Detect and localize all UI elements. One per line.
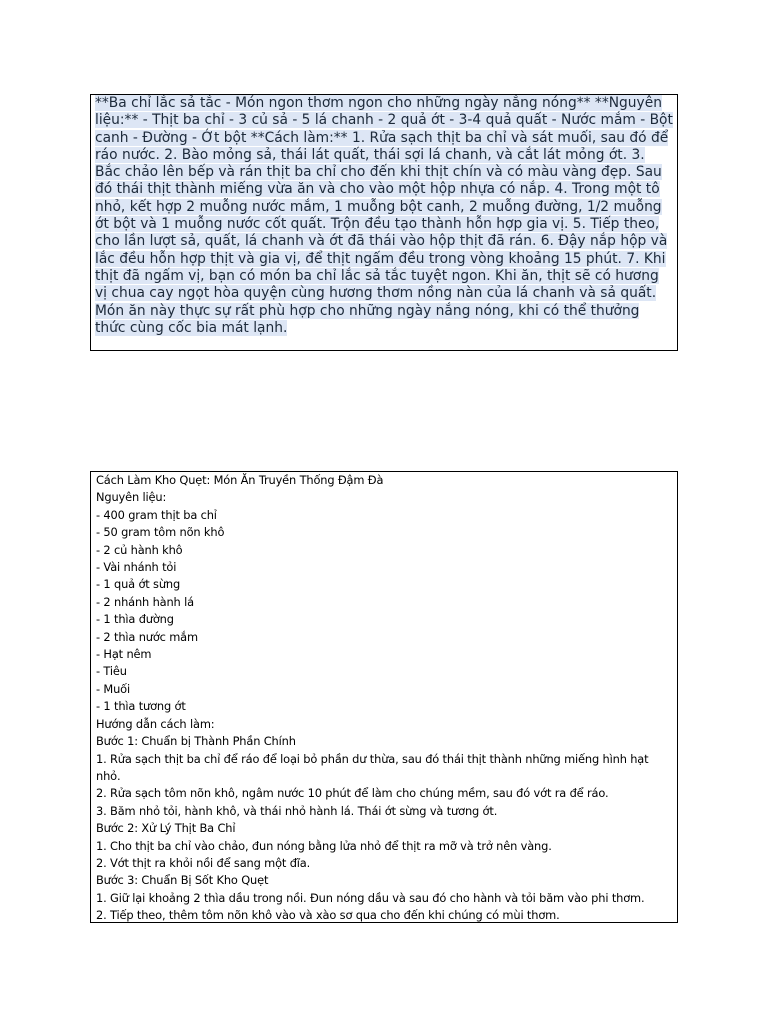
- recipe-passage-kho-quet: [90, 471, 678, 923]
- passage-line: 1. Cho thịt ba chỉ vào chảo, đun nóng bằng lửa nhỏ để thịt ra mỡ và trở nên vàng.: [96, 838, 552, 853]
- passage-line: - 50 gram tôm nõn khô: [96, 525, 225, 540]
- passage-line: - Hạt nêm: [96, 647, 152, 662]
- passage-line: - 1 quả ớt sừng: [96, 577, 181, 592]
- passage-line: - Tiêu: [96, 664, 127, 679]
- passage-line: Nguyên liệu:: [96, 490, 167, 505]
- passage-line: - Muối: [96, 681, 131, 696]
- passage-line: Bước 1: Chuẩn bị Thành Phần Chính: [96, 734, 296, 749]
- passage-line: 2. Rửa sạch tôm nõn khô, ngâm nước 10 phút để làm cho chúng mềm, sau đó vớt ra để ráo.: [96, 786, 609, 801]
- recipe-passage-ba-chi-lac: [90, 94, 678, 351]
- passage-line: 2. Vớt thịt ra khỏi nồi để sang một đĩa.: [96, 855, 311, 870]
- passage-line: - 2 thìa nước mắm: [96, 629, 198, 644]
- passage-line: - 2 củ hành khô: [96, 542, 183, 557]
- passage-line: - 400 gram thịt ba chỉ: [96, 507, 217, 522]
- passage-line: - 1 thìa đường: [96, 612, 174, 627]
- passage-line: 3. Băm nhỏ tỏi, hành khô, và thái nhỏ hành lá. Thái ớt sừng và tương ớt.: [96, 803, 498, 818]
- passage-line: - 2 nhánh hành lá: [96, 594, 194, 609]
- passage-line: Hướng dẫn cách làm:: [96, 716, 215, 731]
- passage-line: - 1 thìa tương ớt: [96, 699, 186, 714]
- passage-line: Bước 2: Xử Lý Thịt Ba Chỉ: [96, 821, 236, 836]
- passage-line: - Vài nhánh tỏi: [96, 560, 177, 575]
- passage-title: Cách Làm Kho Quẹt: Món Ăn Truyền Thống Đậm Đà: [96, 473, 384, 487]
- passage-line: Bước 3: Chuẩn Bị Sốt Kho Quẹt: [96, 873, 269, 888]
- passage-line: 1. Giữ lại khoảng 2 thìa dầu trong nồi. Đun nóng dầu và sau đó cho hành và tỏi băm vào phi thơm.: [96, 890, 645, 905]
- passage-text-highlighted: **Ba chỉ lắc sả tắc - Món ngon thơm ngon cho những ngày nắng nóng** **Nguyên liệu:** - Thịt ba chỉ - 3 củ sả - 5 lá chanh - 2 quả ớt - 3-4 quả quất - Nước mắm - Bột canh - Đường - Ớt bột **Cách làm:** 1. Rửa sạch thịt ba chỉ và sát muối, sau đó để ráo nước. 2. Bào mỏng sả, thái lát quất, thái sợi lá chanh, và cắt lát mỏng ớt. 3. Bắc chảo lên bếp và rán thịt ba chỉ cho đến khi thịt chín và có màu vàng đẹp. Sau đó thái thịt thành miếng vừa ăn và cho vào một hộp nhựa có nắp. 4. Trong một tô nhỏ, kết hợp 2 muỗng nước mắm, 1 muỗng bột canh, 2 muỗng đường, 1/2 muỗng ớt bột và 1 muỗng nước cốt quất. Trộn đều tạo thành hỗn hợp gia vị. 5. Tiếp theo, cho lần lượt sả, quất, lá chanh và ớt đã thái vào hộp thịt đã rán. 6. Đậy nắp hộp và lắc đều hỗn hợp thịt và gia vị, để thịt ngấm đều trong vòng khoảng 15 phút. 7. Khi thịt đã ngấm vị, bạn có món ba chỉ lắc sả tắc tuyệt ngon. Khi ăn, thịt sẽ có hương vị chua cay ngọt hòa quyện cùng hương thơm nồng nàn của lá chanh và sả quất. Món ăn này thực sự rất phù hợp cho những ngày nắng nóng, khi có thể thưởng thức cùng cốc bia mát lạnh.: [95, 95, 673, 336]
- passage-line: 2. Tiếp theo, thêm tôm nõn khô vào và xào sơ qua cho đến khi chúng có mùi thơm.: [96, 908, 560, 923]
- passage-line: 1. Rửa sạch thịt ba chỉ để ráo để loại bỏ phần dư thừa, sau đó thái thịt thành những miếng hình hạt nhỏ.: [96, 751, 649, 783]
